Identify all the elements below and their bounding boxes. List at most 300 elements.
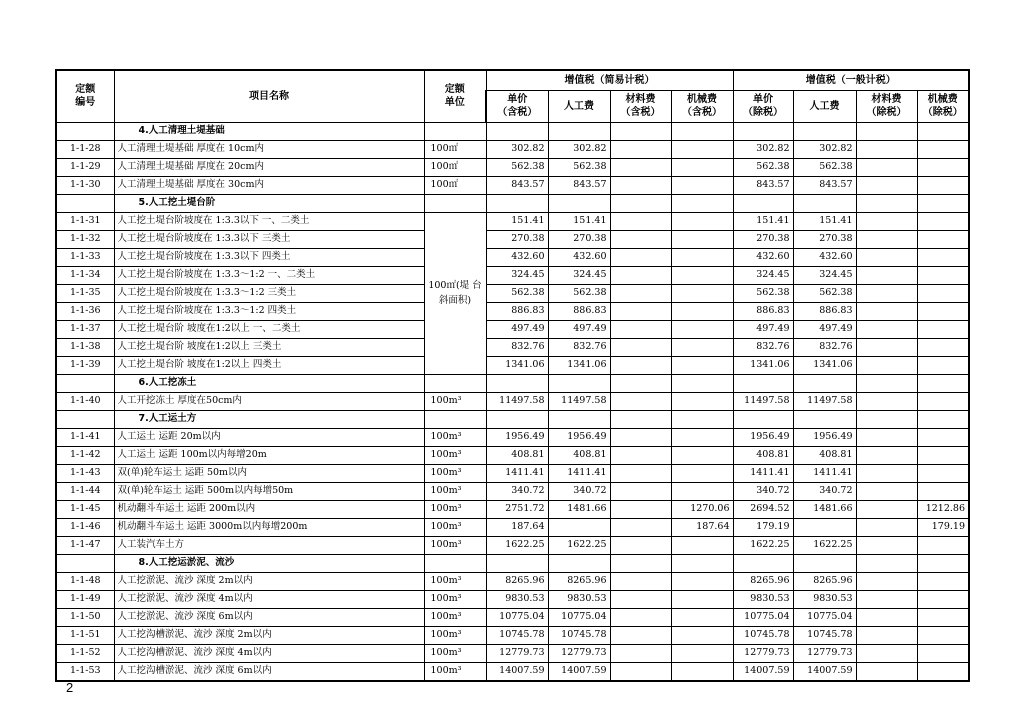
empty-cell (793, 410, 856, 428)
row-general-labor (793, 518, 856, 536)
empty-cell (856, 122, 917, 140)
empty-cell (424, 554, 486, 572)
header-unit: 定额 单位 (424, 70, 486, 122)
empty-cell (548, 122, 610, 140)
empty-cell (671, 410, 733, 428)
row-general-price: 324.45 (733, 266, 793, 284)
row-general-labor: 1956.49 (793, 428, 856, 446)
empty-cell (733, 374, 793, 392)
table-row (56, 158, 969, 176)
row-code: 1-1-29 (56, 158, 114, 176)
quota-table (55, 69, 970, 682)
row-simple-labor: 1622.25 (548, 536, 610, 554)
row-simple-material (610, 608, 671, 626)
row-name: 人工挖土堤台阶坡度在 1:3.3以下 三类土 (114, 230, 424, 248)
row-simple-machine (671, 356, 733, 374)
empty-cell (793, 554, 856, 572)
empty-cell (610, 194, 671, 212)
row-name: 人工挖土堤台阶坡度在 1:3.3以下 四类土 (114, 248, 424, 266)
row-simple-labor: 497.49 (548, 320, 610, 338)
row-simple-labor: 843.57 (548, 176, 610, 194)
row-unit: 100m³ (424, 500, 486, 518)
table-row (56, 230, 969, 248)
row-general-material (856, 428, 917, 446)
row-name: 人工挖土堤台阶 坡度在1:2以上 一、二类土 (114, 320, 424, 338)
row-general-machine (917, 428, 969, 446)
row-simple-machine (671, 212, 733, 230)
row-simple-price: 10775.04 (486, 608, 548, 626)
table-row (56, 590, 969, 608)
row-general-price: 12779.73 (733, 644, 793, 662)
row-simple-price: 562.38 (486, 284, 548, 302)
row-unit: 100m³ (424, 392, 486, 410)
row-simple-machine (671, 176, 733, 194)
row-simple-price: 8265.96 (486, 572, 548, 590)
row-simple-material (610, 590, 671, 608)
table-row (56, 176, 969, 194)
empty-cell (917, 122, 969, 140)
row-simple-price: 14007.59 (486, 662, 548, 681)
row-general-labor: 8265.96 (793, 572, 856, 590)
table-row (56, 356, 969, 374)
row-code: 1-1-33 (56, 248, 114, 266)
empty-cell (56, 554, 114, 572)
empty-cell (486, 554, 548, 572)
row-general-machine (917, 626, 969, 644)
row-code: 1-1-42 (56, 446, 114, 464)
section-title: 7.人工运土方 (114, 410, 424, 428)
row-code: 1-1-37 (56, 320, 114, 338)
row-simple-material (610, 248, 671, 266)
row-simple-labor: 886.83 (548, 302, 610, 320)
header-simple-price: 单价 （含税） (486, 90, 548, 122)
row-general-price: 302.82 (733, 140, 793, 158)
row-unit: 100m³ (424, 572, 486, 590)
row-name: 双(单)轮车运土 运距 500m以内每增50m (114, 482, 424, 500)
row-name: 人工清理土堤基础 厚度在 10cm内 (114, 140, 424, 158)
row-general-labor: 11497.58 (793, 392, 856, 410)
row-simple-labor: 302.82 (548, 140, 610, 158)
row-simple-material (610, 518, 671, 536)
row-simple-price: 1411.41 (486, 464, 548, 482)
row-unit: 100m³ (424, 464, 486, 482)
row-general-machine (917, 230, 969, 248)
empty-cell (548, 374, 610, 392)
row-general-machine (917, 338, 969, 356)
row-name: 人工挖沟槽淤泥、流沙 深度 2m以内 (114, 626, 424, 644)
row-simple-machine (671, 626, 733, 644)
row-simple-labor: 1956.49 (548, 428, 610, 446)
row-simple-machine (671, 338, 733, 356)
row-general-labor: 14007.59 (793, 662, 856, 681)
row-unit: 100m³ (424, 518, 486, 536)
row-simple-labor: 340.72 (548, 482, 610, 500)
header-general-labor: 人工费 (793, 90, 856, 122)
empty-cell (610, 410, 671, 428)
row-general-material (856, 662, 917, 681)
row-general-machine (917, 446, 969, 464)
row-name: 人工装汽车土方 (114, 536, 424, 554)
row-general-price: 151.41 (733, 212, 793, 230)
row-name: 人工运土 运距 20m以内 (114, 428, 424, 446)
row-code: 1-1-44 (56, 482, 114, 500)
row-name: 人工挖土堤台阶 坡度在1:2以上 四类土 (114, 356, 424, 374)
row-simple-price: 1622.25 (486, 536, 548, 554)
row-simple-machine (671, 644, 733, 662)
row-unit: 100m³ (424, 482, 486, 500)
row-simple-price: 432.60 (486, 248, 548, 266)
empty-cell (486, 194, 548, 212)
row-name: 人工挖土堤台阶 坡度在1:2以上 三类土 (114, 338, 424, 356)
row-name: 人工挖土堤台阶坡度在 1:3.3～1:2 四类土 (114, 302, 424, 320)
row-simple-labor: 10745.78 (548, 626, 610, 644)
row-general-labor: 340.72 (793, 482, 856, 500)
row-general-labor: 843.57 (793, 176, 856, 194)
row-simple-machine (671, 590, 733, 608)
row-code: 1-1-48 (56, 572, 114, 590)
row-general-price: 270.38 (733, 230, 793, 248)
row-code: 1-1-47 (56, 536, 114, 554)
row-simple-price: 11497.58 (486, 392, 548, 410)
row-general-machine (917, 662, 969, 681)
empty-cell (56, 122, 114, 140)
row-simple-machine (671, 428, 733, 446)
row-simple-material (610, 302, 671, 320)
row-simple-material (610, 536, 671, 554)
row-code: 1-1-50 (56, 608, 114, 626)
row-general-labor: 1341.06 (793, 356, 856, 374)
row-unit: 100m³ (424, 644, 486, 662)
row-simple-labor: 8265.96 (548, 572, 610, 590)
row-code: 1-1-35 (56, 284, 114, 302)
row-simple-price: 187.64 (486, 518, 548, 536)
row-simple-price: 324.45 (486, 266, 548, 284)
table-row (56, 284, 969, 302)
empty-cell (671, 194, 733, 212)
empty-cell (793, 194, 856, 212)
empty-cell (733, 194, 793, 212)
row-simple-labor: 1411.41 (548, 464, 610, 482)
empty-cell (856, 410, 917, 428)
row-simple-material (610, 158, 671, 176)
empty-cell (424, 410, 486, 428)
row-general-price: 179.19 (733, 518, 793, 536)
row-general-price: 843.57 (733, 176, 793, 194)
row-general-material (856, 158, 917, 176)
row-simple-price: 562.38 (486, 158, 548, 176)
row-simple-machine (671, 266, 733, 284)
row-general-price: 11497.58 (733, 392, 793, 410)
row-unit: 100m³ (424, 608, 486, 626)
row-simple-machine (671, 572, 733, 590)
table-row (56, 482, 969, 500)
section-title: 8.人工挖运淤泥、流沙 (114, 554, 424, 572)
empty-cell (548, 410, 610, 428)
row-simple-labor: 562.38 (548, 158, 610, 176)
row-simple-material (610, 356, 671, 374)
empty-cell (917, 410, 969, 428)
table-row (56, 464, 969, 482)
row-general-material (856, 302, 917, 320)
row-simple-labor: 11497.58 (548, 392, 610, 410)
row-general-machine (917, 590, 969, 608)
header-code: 定额 编号 (56, 70, 114, 122)
row-general-labor: 562.38 (793, 284, 856, 302)
row-general-machine (917, 266, 969, 284)
row-general-material (856, 248, 917, 266)
row-general-labor: 9830.53 (793, 590, 856, 608)
section-row (56, 194, 969, 212)
row-general-machine: 179.19 (917, 518, 969, 536)
row-simple-material (610, 176, 671, 194)
row-simple-material (610, 500, 671, 518)
row-name: 机动翻斗车运土 运距 3000m以内每增200m (114, 518, 424, 536)
row-general-price: 1956.49 (733, 428, 793, 446)
row-general-labor: 12779.73 (793, 644, 856, 662)
row-unit: 100㎡ (424, 158, 486, 176)
row-simple-material (610, 464, 671, 482)
row-simple-price: 9830.53 (486, 590, 548, 608)
row-code: 1-1-38 (56, 338, 114, 356)
row-general-material (856, 572, 917, 590)
row-general-labor: 270.38 (793, 230, 856, 248)
row-simple-machine (671, 158, 733, 176)
row-code: 1-1-43 (56, 464, 114, 482)
row-general-machine (917, 392, 969, 410)
row-general-machine (917, 248, 969, 266)
row-simple-labor: 12779.73 (548, 644, 610, 662)
row-general-price: 10775.04 (733, 608, 793, 626)
row-general-price: 562.38 (733, 158, 793, 176)
row-general-machine (917, 356, 969, 374)
empty-cell (610, 122, 671, 140)
row-general-machine (917, 572, 969, 590)
row-simple-price: 270.38 (486, 230, 548, 248)
empty-cell (671, 554, 733, 572)
row-code: 1-1-39 (56, 356, 114, 374)
row-name: 人工挖淤泥、流沙 深度 2m以内 (114, 572, 424, 590)
empty-cell (793, 374, 856, 392)
row-general-price: 562.38 (733, 284, 793, 302)
row-name: 人工挖沟槽淤泥、流沙 深度 4m以内 (114, 644, 424, 662)
empty-cell (856, 374, 917, 392)
table-body (56, 122, 969, 681)
row-simple-machine: 187.64 (671, 518, 733, 536)
row-simple-material (610, 230, 671, 248)
table-row (56, 140, 969, 158)
row-general-machine (917, 176, 969, 194)
row-general-labor: 497.49 (793, 320, 856, 338)
row-general-machine (917, 536, 969, 554)
row-general-price: 886.83 (733, 302, 793, 320)
header-general-machine: 机械费 （除税） (917, 90, 969, 122)
row-unit: 100m³ (424, 536, 486, 554)
row-name: 人工挖沟槽淤泥、流沙 深度 6m以内 (114, 662, 424, 681)
empty-cell (424, 374, 486, 392)
row-general-material (856, 284, 917, 302)
section-title: 6.人工挖冻土 (114, 374, 424, 392)
empty-cell (424, 122, 486, 140)
row-simple-material (610, 446, 671, 464)
row-simple-price: 1956.49 (486, 428, 548, 446)
row-simple-price: 497.49 (486, 320, 548, 338)
row-general-price: 8265.96 (733, 572, 793, 590)
row-general-machine (917, 302, 969, 320)
section-row (56, 554, 969, 572)
empty-cell (856, 194, 917, 212)
empty-cell (856, 554, 917, 572)
section-title: 4.人工清理土堤基础 (114, 122, 424, 140)
row-general-price: 2694.52 (733, 500, 793, 518)
row-unit: 100㎡ (424, 140, 486, 158)
empty-cell (733, 554, 793, 572)
row-general-material (856, 608, 917, 626)
table-row (56, 572, 969, 590)
row-code: 1-1-45 (56, 500, 114, 518)
row-name: 人工运土 运距 100m以内每增20m (114, 446, 424, 464)
header-simple-material: 材料费 （含税） (610, 90, 671, 122)
row-general-machine (917, 608, 969, 626)
row-name: 人工挖土堤台阶坡度在 1:3.3～1:2 一、二类土 (114, 266, 424, 284)
row-name: 人工开挖冻土 厚度在50cm内 (114, 392, 424, 410)
row-simple-material (610, 140, 671, 158)
row-simple-price: 886.83 (486, 302, 548, 320)
row-general-machine (917, 140, 969, 158)
empty-cell (56, 194, 114, 212)
row-general-price: 432.60 (733, 248, 793, 266)
table-row (56, 212, 969, 230)
row-simple-machine (671, 464, 733, 482)
row-simple-price: 2751.72 (486, 500, 548, 518)
empty-cell (917, 194, 969, 212)
table-row (56, 302, 969, 320)
row-general-material (856, 518, 917, 536)
row-simple-material (610, 284, 671, 302)
table-row (56, 662, 969, 681)
row-general-material (856, 212, 917, 230)
row-simple-labor: 562.38 (548, 284, 610, 302)
table-row (56, 338, 969, 356)
table-row (56, 266, 969, 284)
empty-cell (56, 374, 114, 392)
row-general-price: 10745.78 (733, 626, 793, 644)
row-general-machine (917, 644, 969, 662)
row-code: 1-1-40 (56, 392, 114, 410)
row-general-machine (917, 284, 969, 302)
row-simple-labor: 432.60 (548, 248, 610, 266)
row-general-labor: 10775.04 (793, 608, 856, 626)
row-general-price: 340.72 (733, 482, 793, 500)
row-general-material (856, 500, 917, 518)
row-code: 1-1-32 (56, 230, 114, 248)
section-row (56, 410, 969, 428)
empty-cell (917, 554, 969, 572)
row-general-material (856, 266, 917, 284)
row-simple-machine (671, 536, 733, 554)
row-code: 1-1-51 (56, 626, 114, 644)
row-general-material (856, 320, 917, 338)
row-name: 人工清理土堤基础 厚度在 30cm内 (114, 176, 424, 194)
row-general-labor: 432.60 (793, 248, 856, 266)
row-general-labor: 408.81 (793, 446, 856, 464)
row-general-labor: 832.76 (793, 338, 856, 356)
row-simple-price: 1341.06 (486, 356, 548, 374)
row-general-material (856, 446, 917, 464)
row-simple-material (610, 644, 671, 662)
row-simple-material (610, 626, 671, 644)
row-general-material (856, 464, 917, 482)
row-simple-price: 832.76 (486, 338, 548, 356)
row-name: 双(单)轮车运土 运距 50m以内 (114, 464, 424, 482)
row-simple-material (610, 572, 671, 590)
header-simple-labor: 人工费 (548, 90, 610, 122)
row-simple-labor: 151.41 (548, 212, 610, 230)
row-simple-labor: 270.38 (548, 230, 610, 248)
empty-cell (733, 122, 793, 140)
row-code: 1-1-52 (56, 644, 114, 662)
row-simple-machine (671, 230, 733, 248)
row-general-machine (917, 158, 969, 176)
row-name: 人工挖土堤台阶坡度在 1:3.3以下 一、二类土 (114, 212, 424, 230)
row-simple-machine (671, 608, 733, 626)
row-simple-machine (671, 446, 733, 464)
row-name: 人工清理土堤基础 厚度在 20cm内 (114, 158, 424, 176)
row-simple-labor: 1481.66 (548, 500, 610, 518)
header-name: 项目名称 (114, 70, 424, 122)
row-simple-labor: 14007.59 (548, 662, 610, 681)
table-row (56, 626, 969, 644)
table-row (56, 392, 969, 410)
row-simple-price: 340.72 (486, 482, 548, 500)
row-simple-labor: 408.81 (548, 446, 610, 464)
row-simple-material (610, 266, 671, 284)
page-number: 2 (66, 680, 74, 695)
row-unit: 100m³ (424, 590, 486, 608)
row-general-material (856, 338, 917, 356)
row-simple-material (610, 428, 671, 446)
row-simple-material (610, 338, 671, 356)
row-simple-machine (671, 302, 733, 320)
row-simple-labor: 9830.53 (548, 590, 610, 608)
row-simple-machine (671, 140, 733, 158)
table-row (56, 644, 969, 662)
row-unit: 100m³ (424, 626, 486, 644)
row-simple-material (610, 212, 671, 230)
row-general-machine (917, 320, 969, 338)
row-code: 1-1-49 (56, 590, 114, 608)
header-general-material: 材料费 （除税） (856, 90, 917, 122)
row-general-labor: 886.83 (793, 302, 856, 320)
row-simple-machine (671, 284, 733, 302)
row-code: 1-1-36 (56, 302, 114, 320)
row-general-material (856, 644, 917, 662)
empty-cell (793, 122, 856, 140)
row-general-material (856, 590, 917, 608)
row-code: 1-1-53 (56, 662, 114, 681)
row-general-material (856, 626, 917, 644)
row-general-machine (917, 482, 969, 500)
row-code: 1-1-41 (56, 428, 114, 446)
row-simple-price: 408.81 (486, 446, 548, 464)
row-simple-machine (671, 248, 733, 266)
empty-cell (486, 374, 548, 392)
row-code: 1-1-30 (56, 176, 114, 194)
row-general-labor: 324.45 (793, 266, 856, 284)
row-simple-price: 302.82 (486, 140, 548, 158)
table-row (56, 518, 969, 536)
row-general-labor: 10745.78 (793, 626, 856, 644)
row-unit: 100m³ (424, 446, 486, 464)
